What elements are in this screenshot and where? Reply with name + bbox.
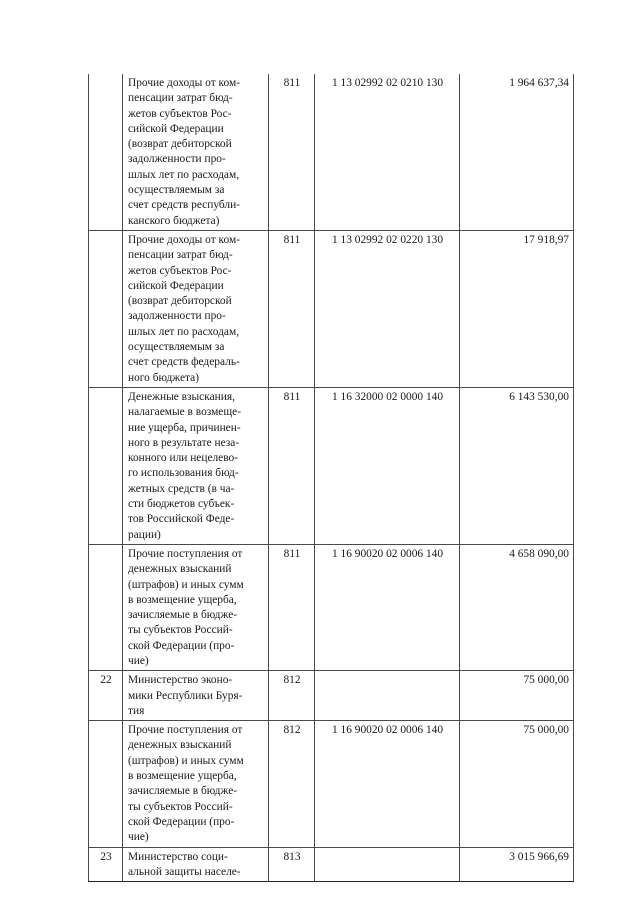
table-row (89, 74, 574, 230)
amount: 75 000,00 (460, 671, 574, 721)
administrator-code: 811 (269, 74, 315, 230)
income-name: Денежные взыскания, налагаемые в возмеще- ние ущерба, причинен- ного в результате неза- конного или нецелево- го использования бюд- жетных средств (в ча- сти бюджетов субъек- тов Российской Феде- рации) (123, 387, 269, 544)
amount: 6 143 530,00 (460, 387, 574, 544)
row-number: 23 (89, 847, 123, 882)
administrator-code: 812 (269, 671, 315, 721)
row-number: 22 (89, 671, 123, 721)
budget-classification-code: 1 13 02992 02 0210 130 (315, 74, 460, 230)
row-number (89, 230, 123, 387)
income-name: Прочие доходы от ком- пенсации затрат бюд- жетов субъектов Рос- сийской Федерации (возврат дебиторской задолженности про- шлых лет по расходам, осуществляемым за счет средств федераль- ного бюджета) (123, 230, 269, 387)
administrator-code: 813 (269, 847, 315, 882)
row-number (89, 721, 123, 847)
income-name: Прочие доходы от ком- пенсации затрат бюд- жетов субъектов Рос- сийской Федерации (возврат дебиторской задолженности про- шлых лет по расходам, осуществляемым за счет средств республи- канского бюджета) (123, 74, 269, 230)
budget-classification-code: 1 16 32000 02 0000 140 (315, 387, 460, 544)
income-name: Министерство соци- альной защиты населе- (123, 847, 269, 882)
amount: 3 015 966,69 (460, 847, 574, 882)
income-name: Прочие поступления от денежных взысканий (штрафов) и иных сумм в возмещение ущерба, зачисляемые в бюдже- ты субъектов Россий- ской Федерации (про- чие) (123, 544, 269, 670)
table-row (89, 671, 574, 721)
amount: 17 918,97 (460, 230, 574, 387)
budget-classification-code (315, 671, 460, 721)
row-number (89, 544, 123, 670)
income-name: Прочие поступления от денежных взысканий (штрафов) и иных сумм в возмещение ущерба, зачисляемые в бюдже- ты субъектов Россий- ской Федерации (про- чие) (123, 721, 269, 847)
revenue-table (88, 74, 574, 882)
amount: 1 964 637,34 (460, 74, 574, 230)
administrator-code: 811 (269, 544, 315, 670)
table-row (89, 847, 574, 882)
income-name: Министерство эконо- мики Республики Буря- тия (123, 671, 269, 721)
table-row (89, 230, 574, 387)
administrator-code: 811 (269, 387, 315, 544)
table-row (89, 387, 574, 544)
amount: 4 658 090,00 (460, 544, 574, 670)
row-number (89, 387, 123, 544)
budget-classification-code: 1 13 02992 02 0220 130 (315, 230, 460, 387)
budget-classification-code (315, 847, 460, 882)
administrator-code: 812 (269, 721, 315, 847)
table-row (89, 721, 574, 847)
table-row (89, 544, 574, 670)
row-number (89, 74, 123, 230)
administrator-code: 811 (269, 230, 315, 387)
budget-classification-code: 1 16 90020 02 0006 140 (315, 544, 460, 670)
budget-classification-code: 1 16 90020 02 0006 140 (315, 721, 460, 847)
amount: 75 000,00 (460, 721, 574, 847)
